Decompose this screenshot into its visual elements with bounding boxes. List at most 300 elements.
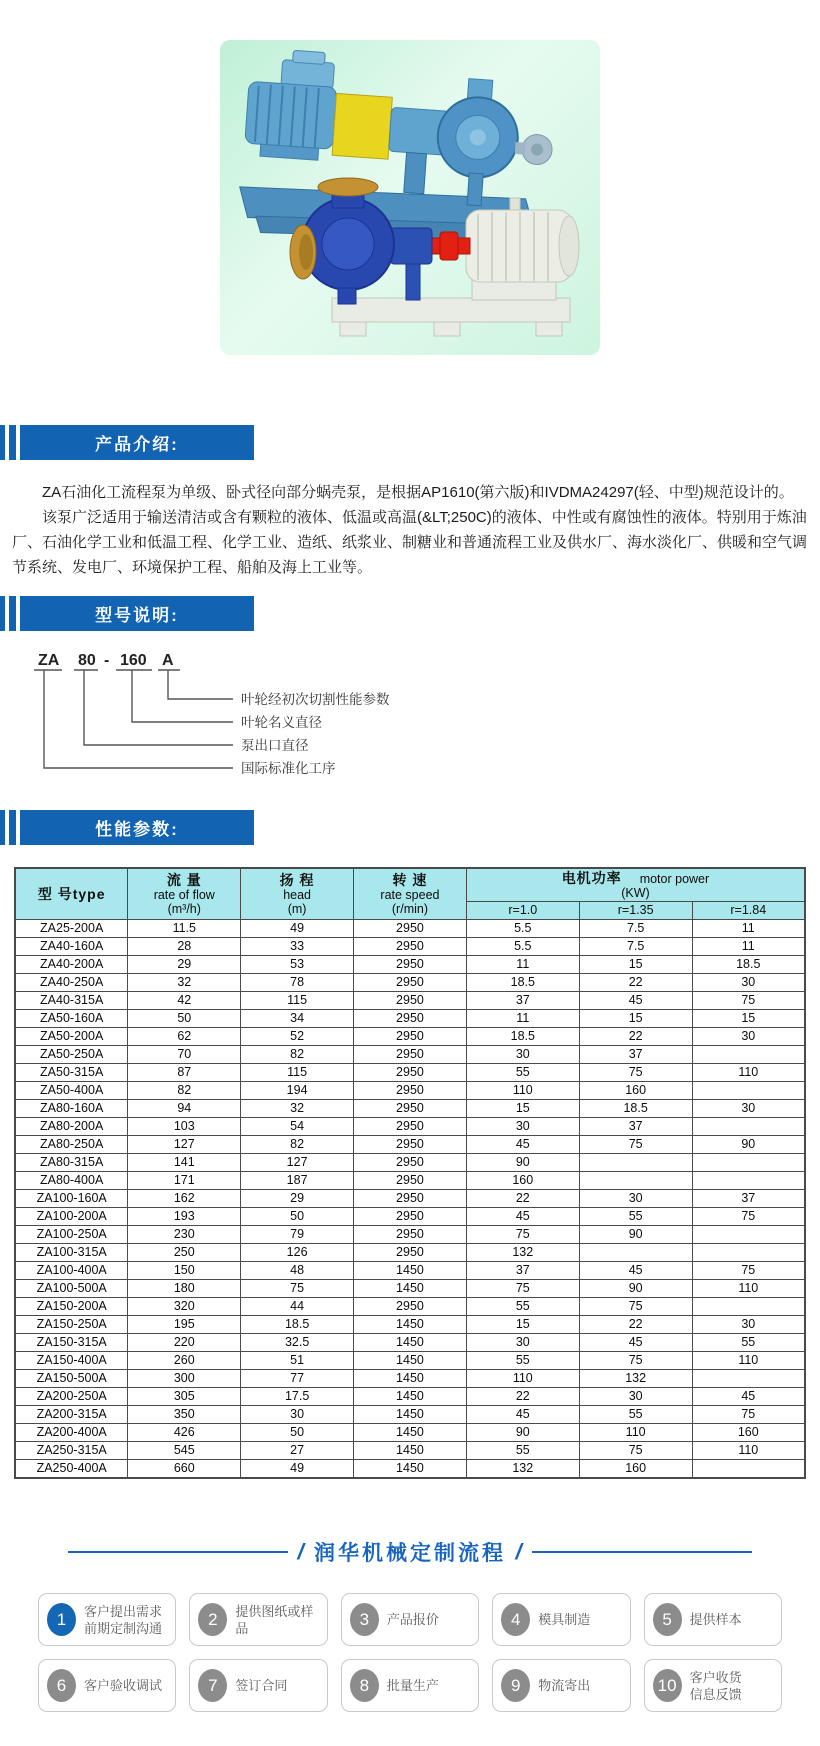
value-cell: 1450: [354, 1388, 467, 1406]
value-cell: [692, 1244, 805, 1262]
value-cell: 132: [579, 1370, 692, 1388]
value-cell: 305: [128, 1388, 241, 1406]
step-label: 客户验收调试: [84, 1678, 163, 1693]
model-cell: ZA150-400A: [15, 1352, 128, 1370]
table-row: [15, 956, 805, 974]
model-cell: ZA100-200A: [15, 1208, 128, 1226]
table-row: [15, 974, 805, 992]
table-row: [15, 1370, 805, 1388]
step-number-badge: 8: [350, 1669, 379, 1702]
value-cell: 18.5: [466, 1028, 579, 1046]
value-cell: 55: [466, 1442, 579, 1460]
model-code-diameter: 160: [120, 652, 147, 669]
value-cell: 193: [128, 1208, 241, 1226]
value-cell: 2950: [354, 1118, 467, 1136]
slash-divider-icon: /: [513, 1539, 525, 1564]
section-title-model: 型号说明:: [20, 596, 254, 631]
value-cell: [692, 1370, 805, 1388]
value-cell: [692, 1118, 805, 1136]
model-cell: ZA150-315A: [15, 1334, 128, 1352]
model-cell: ZA40-160A: [15, 938, 128, 956]
value-cell: 94: [128, 1100, 241, 1118]
value-cell: 50: [128, 1010, 241, 1028]
value-cell: 90: [466, 1154, 579, 1172]
value-cell: 75: [579, 1064, 692, 1082]
model-cell: ZA25-200A: [15, 920, 128, 938]
value-cell: 426: [128, 1424, 241, 1442]
value-cell: 75: [241, 1280, 354, 1298]
value-cell: 2950: [354, 1298, 467, 1316]
model-cell: ZA40-250A: [15, 974, 128, 992]
step-label: 模具制造: [538, 1612, 591, 1627]
model-label-diameter: 叶轮名义直径: [241, 715, 322, 730]
value-cell: 11: [692, 938, 805, 956]
model-label-variant: 叶轮经初次切割性能参数: [241, 692, 390, 707]
value-cell: 2950: [354, 1028, 467, 1046]
value-cell: 220: [128, 1334, 241, 1352]
value-cell: 103: [128, 1118, 241, 1136]
value-cell: 29: [241, 1190, 354, 1208]
title-line-left: [68, 1551, 288, 1553]
table-row: [15, 1424, 805, 1442]
value-cell: 18.5: [579, 1100, 692, 1118]
value-cell: 30: [692, 1316, 805, 1334]
value-cell: 2950: [354, 920, 467, 938]
value-cell: 320: [128, 1298, 241, 1316]
table-row: [15, 1226, 805, 1244]
col-header-head: 扬 程 head (m): [241, 868, 354, 920]
value-cell: 15: [466, 1316, 579, 1334]
value-cell: 11: [466, 956, 579, 974]
value-cell: [579, 1172, 692, 1190]
value-cell: 22: [579, 1316, 692, 1334]
value-cell: 2950: [354, 1154, 467, 1172]
value-cell: [579, 1154, 692, 1172]
table-row: [15, 1154, 805, 1172]
value-cell: 660: [128, 1460, 241, 1479]
model-cell: ZA150-200A: [15, 1298, 128, 1316]
value-cell: 141: [128, 1154, 241, 1172]
value-cell: 42: [128, 992, 241, 1010]
model-cell: ZA50-250A: [15, 1046, 128, 1064]
value-cell: 75: [466, 1226, 579, 1244]
table-row: [15, 1172, 805, 1190]
value-cell: 110: [692, 1064, 805, 1082]
value-cell: 49: [241, 920, 354, 938]
value-cell: 18.5: [241, 1316, 354, 1334]
value-cell: 75: [466, 1280, 579, 1298]
intro-paragraph-2: 该泵广泛适用于输送清洁或含有颗粒的液体、低温或高温(&LT;250C)的液体、中性或有腐蚀性的液体。特别用于炼油厂、石油化学工业和低温工程、化学工业、造纸、纸浆业、制糖业和普通流程工业及供水厂、海水淡化厂、供暖和空气调节系统、发电厂、环境保护工程、船舶及海上工业等。: [12, 509, 808, 576]
col-header-power: 电机功率 motor power (KW): [466, 868, 805, 902]
step-number-badge: 9: [501, 1669, 530, 1702]
value-cell: 52: [241, 1028, 354, 1046]
value-cell: 132: [466, 1460, 579, 1479]
header-accent-bar: [9, 596, 16, 631]
step-number-badge: 1: [47, 1603, 76, 1636]
process-step-card: [189, 1659, 327, 1712]
value-cell: 110: [579, 1424, 692, 1442]
col-header-flow: 流 量 rate of flow (m³/h): [128, 868, 241, 920]
value-cell: 7.5: [579, 920, 692, 938]
model-cell: ZA50-315A: [15, 1064, 128, 1082]
model-cell: ZA40-315A: [15, 992, 128, 1010]
value-cell: 1450: [354, 1334, 467, 1352]
model-cell: ZA200-250A: [15, 1388, 128, 1406]
table-row: [15, 1334, 805, 1352]
model-cell: ZA80-160A: [15, 1100, 128, 1118]
value-cell: 2950: [354, 1208, 467, 1226]
value-cell: 30: [466, 1046, 579, 1064]
value-cell: 2950: [354, 992, 467, 1010]
value-cell: 70: [128, 1046, 241, 1064]
value-cell: 75: [579, 1442, 692, 1460]
value-cell: 1450: [354, 1460, 467, 1479]
value-cell: 7.5: [579, 938, 692, 956]
value-cell: 45: [466, 1136, 579, 1154]
value-cell: 82: [241, 1046, 354, 1064]
value-cell: 2950: [354, 974, 467, 992]
value-cell: 49: [241, 1460, 354, 1479]
value-cell: 110: [692, 1442, 805, 1460]
model-cell: ZA100-500A: [15, 1280, 128, 1298]
model-cell: ZA200-400A: [15, 1424, 128, 1442]
process-step-card: [644, 1593, 782, 1646]
value-cell: 62: [128, 1028, 241, 1046]
value-cell: 30: [466, 1118, 579, 1136]
value-cell: 115: [241, 1064, 354, 1082]
value-cell: 2950: [354, 956, 467, 974]
value-cell: 79: [241, 1226, 354, 1244]
value-cell: 2950: [354, 1010, 467, 1028]
model-cell: ZA250-315A: [15, 1442, 128, 1460]
value-cell: 15: [579, 956, 692, 974]
model-code-series: ZA: [38, 652, 60, 669]
value-cell: 1450: [354, 1442, 467, 1460]
table-header: [15, 868, 805, 920]
step-number-badge: 2: [198, 1603, 227, 1636]
col-header-r1: r=1.0: [466, 902, 579, 920]
slash-divider-icon: /: [295, 1539, 307, 1564]
value-cell: 5.5: [466, 920, 579, 938]
value-cell: 132: [466, 1244, 579, 1262]
value-cell: 162: [128, 1190, 241, 1208]
value-cell: 30: [466, 1334, 579, 1352]
table-row: [15, 1442, 805, 1460]
value-cell: 2950: [354, 1100, 467, 1118]
value-cell: 160: [579, 1460, 692, 1479]
value-cell: 37: [466, 1262, 579, 1280]
step-number-badge: 5: [653, 1603, 682, 1636]
model-cell: ZA80-250A: [15, 1136, 128, 1154]
header-accent-bar: [9, 425, 16, 460]
step-label: 产品报价: [386, 1612, 439, 1627]
model-cell: ZA50-200A: [15, 1028, 128, 1046]
section-header-model: [0, 596, 820, 631]
value-cell: 44: [241, 1298, 354, 1316]
value-cell: 75: [579, 1136, 692, 1154]
value-cell: 90: [579, 1280, 692, 1298]
value-cell: 55: [579, 1208, 692, 1226]
process-step-card: [38, 1659, 176, 1712]
value-cell: 48: [241, 1262, 354, 1280]
value-cell: 160: [579, 1082, 692, 1100]
section-header-params: [0, 810, 820, 845]
value-cell: 75: [692, 992, 805, 1010]
step-number-badge: 10: [653, 1669, 682, 1702]
table-row: [15, 1244, 805, 1262]
step-label: 批量生产: [386, 1678, 439, 1693]
value-cell: [692, 1046, 805, 1064]
model-cell: ZA250-400A: [15, 1460, 128, 1479]
value-cell: 15: [692, 1010, 805, 1028]
value-cell: 37: [579, 1118, 692, 1136]
value-cell: 55: [692, 1334, 805, 1352]
value-cell: 126: [241, 1244, 354, 1262]
value-cell: 18.5: [466, 974, 579, 992]
pump-illustration: [220, 40, 600, 355]
step-number-badge: 4: [501, 1603, 530, 1636]
model-cell: ZA100-400A: [15, 1262, 128, 1280]
process-step-card: [492, 1659, 630, 1712]
value-cell: 90: [579, 1226, 692, 1244]
model-cell: ZA100-250A: [15, 1226, 128, 1244]
value-cell: 150: [128, 1262, 241, 1280]
value-cell: 75: [692, 1208, 805, 1226]
value-cell: 55: [466, 1064, 579, 1082]
table-row: [15, 1064, 805, 1082]
value-cell: 171: [128, 1172, 241, 1190]
value-cell: 187: [241, 1172, 354, 1190]
model-cell: ZA50-400A: [15, 1082, 128, 1100]
value-cell: 5.5: [466, 938, 579, 956]
value-cell: 180: [128, 1280, 241, 1298]
value-cell: 110: [466, 1082, 579, 1100]
value-cell: 195: [128, 1316, 241, 1334]
step-label: 签订合同: [235, 1678, 288, 1693]
value-cell: 17.5: [241, 1388, 354, 1406]
value-cell: [692, 1460, 805, 1479]
value-cell: [579, 1244, 692, 1262]
table-row: [15, 1208, 805, 1226]
value-cell: 1450: [354, 1424, 467, 1442]
value-cell: 50: [241, 1424, 354, 1442]
value-cell: 11.5: [128, 920, 241, 938]
value-cell: 37: [579, 1046, 692, 1064]
intro-paragraphs: [0, 480, 820, 580]
model-label-outlet: 泵出口直径: [241, 738, 309, 753]
value-cell: 33: [241, 938, 354, 956]
value-cell: 30: [579, 1388, 692, 1406]
value-cell: 87: [128, 1064, 241, 1082]
value-cell: 230: [128, 1226, 241, 1244]
model-cell: ZA80-200A: [15, 1118, 128, 1136]
value-cell: [692, 1298, 805, 1316]
value-cell: 160: [466, 1172, 579, 1190]
performance-table: [14, 867, 806, 1479]
table-row: [15, 1280, 805, 1298]
value-cell: 45: [579, 1334, 692, 1352]
value-cell: 28: [128, 938, 241, 956]
value-cell: 2950: [354, 1046, 467, 1064]
value-cell: 27: [241, 1442, 354, 1460]
value-cell: 110: [692, 1352, 805, 1370]
value-cell: 127: [241, 1154, 354, 1172]
model-cell: ZA150-500A: [15, 1370, 128, 1388]
model-cell: ZA80-315A: [15, 1154, 128, 1172]
process-row: [38, 1659, 782, 1712]
value-cell: 1450: [354, 1316, 467, 1334]
table-row: [15, 1352, 805, 1370]
model-cell: ZA100-160A: [15, 1190, 128, 1208]
value-cell: 32: [128, 974, 241, 992]
value-cell: 15: [579, 1010, 692, 1028]
value-cell: 30: [692, 1100, 805, 1118]
value-cell: 45: [466, 1406, 579, 1424]
intro-paragraph-1: ZA石油化工流程泵为单级、卧式径向部分蜗壳泵，是根据AP1610(第六版)和IVDMA24297(轻、中型)规范设计的。: [42, 484, 794, 501]
value-cell: [692, 1226, 805, 1244]
value-cell: 34: [241, 1010, 354, 1028]
model-code-diagram: [28, 649, 820, 784]
value-cell: 30: [579, 1190, 692, 1208]
table-row: [15, 1118, 805, 1136]
model-cell: ZA100-315A: [15, 1244, 128, 1262]
value-cell: 15: [466, 1100, 579, 1118]
value-cell: 2950: [354, 938, 467, 956]
model-code-dash: -: [104, 652, 110, 669]
value-cell: 54: [241, 1118, 354, 1136]
value-cell: 51: [241, 1352, 354, 1370]
value-cell: 45: [579, 992, 692, 1010]
value-cell: 22: [579, 974, 692, 992]
value-cell: 2950: [354, 1136, 467, 1154]
col-header-r2: r=1.35: [579, 902, 692, 920]
step-number-badge: 7: [198, 1669, 227, 1702]
value-cell: 1450: [354, 1262, 467, 1280]
value-cell: [692, 1154, 805, 1172]
process-title-row: [68, 1537, 752, 1567]
value-cell: 53: [241, 956, 354, 974]
model-cell: ZA40-200A: [15, 956, 128, 974]
value-cell: 37: [466, 992, 579, 1010]
value-cell: 50: [241, 1208, 354, 1226]
step-number-badge: 6: [47, 1669, 76, 1702]
value-cell: 32.5: [241, 1334, 354, 1352]
value-cell: 18.5: [692, 956, 805, 974]
table-row: [15, 1388, 805, 1406]
value-cell: 160: [692, 1424, 805, 1442]
model-cell: ZA150-250A: [15, 1316, 128, 1334]
table-row: [15, 1298, 805, 1316]
value-cell: 2950: [354, 1064, 467, 1082]
value-cell: 127: [128, 1136, 241, 1154]
value-cell: 37: [692, 1190, 805, 1208]
table-row: [15, 1406, 805, 1424]
value-cell: 30: [692, 1028, 805, 1046]
col-header-r3: r=1.84: [692, 902, 805, 920]
value-cell: 545: [128, 1442, 241, 1460]
value-cell: 300: [128, 1370, 241, 1388]
value-cell: 350: [128, 1406, 241, 1424]
value-cell: 75: [579, 1352, 692, 1370]
value-cell: 115: [241, 992, 354, 1010]
value-cell: 29: [128, 956, 241, 974]
section-title-params: 性能参数:: [20, 810, 254, 845]
value-cell: [692, 1082, 805, 1100]
step-label: 客户提出需求 前期定制沟通: [84, 1603, 163, 1636]
value-cell: 11: [466, 1010, 579, 1028]
value-cell: 30: [241, 1406, 354, 1424]
value-cell: 75: [692, 1262, 805, 1280]
value-cell: 2950: [354, 1226, 467, 1244]
table-row: [15, 1190, 805, 1208]
value-cell: 55: [579, 1406, 692, 1424]
table-row: [15, 1046, 805, 1064]
value-cell: 2950: [354, 1190, 467, 1208]
process-step-card: [492, 1593, 630, 1646]
value-cell: 1450: [354, 1370, 467, 1388]
value-cell: 45: [466, 1208, 579, 1226]
model-cell: ZA50-160A: [15, 1010, 128, 1028]
process-step-card: [38, 1593, 176, 1646]
process-step-card: [341, 1593, 479, 1646]
step-label: 提供图纸或样 品: [235, 1603, 314, 1636]
process-step-card: [189, 1593, 327, 1646]
value-cell: 110: [466, 1370, 579, 1388]
value-cell: 1450: [354, 1406, 467, 1424]
table-row: [15, 1460, 805, 1479]
value-cell: 45: [579, 1262, 692, 1280]
table-row: [15, 1100, 805, 1118]
value-cell: 77: [241, 1370, 354, 1388]
value-cell: 11: [692, 920, 805, 938]
col-header-model: 型 号type: [15, 868, 128, 920]
table-row: [15, 938, 805, 956]
product-photo: [220, 40, 600, 355]
value-cell: 2950: [354, 1172, 467, 1190]
table-row: [15, 1316, 805, 1334]
value-cell: 22: [466, 1190, 579, 1208]
process-step-card: [644, 1659, 782, 1712]
value-cell: 1450: [354, 1280, 467, 1298]
title-line-right: [532, 1551, 752, 1553]
process-row: [38, 1593, 782, 1646]
step-label: 提供样本: [689, 1612, 742, 1627]
step-number-badge: 3: [350, 1603, 379, 1636]
model-label-series: 国际标准化工序: [241, 761, 336, 776]
value-cell: 55: [466, 1298, 579, 1316]
value-cell: 45: [692, 1388, 805, 1406]
col-header-speed: 转 速 rate speed (r/min): [354, 868, 467, 920]
value-cell: 82: [241, 1136, 354, 1154]
table-row: [15, 1028, 805, 1046]
table-row: [15, 992, 805, 1010]
value-cell: 110: [692, 1280, 805, 1298]
value-cell: 260: [128, 1352, 241, 1370]
value-cell: 75: [692, 1406, 805, 1424]
model-cell: ZA80-400A: [15, 1172, 128, 1190]
step-label: 物流寄出: [538, 1678, 591, 1693]
table-row: [15, 1136, 805, 1154]
header-accent-bar: [9, 810, 16, 845]
value-cell: 32: [241, 1100, 354, 1118]
table-row: [15, 920, 805, 938]
value-cell: 78: [241, 974, 354, 992]
table-row: [15, 1082, 805, 1100]
value-cell: 2950: [354, 1082, 467, 1100]
value-cell: 30: [692, 974, 805, 992]
table-row: [15, 1262, 805, 1280]
section-title-intro: 产品介绍:: [20, 425, 254, 460]
